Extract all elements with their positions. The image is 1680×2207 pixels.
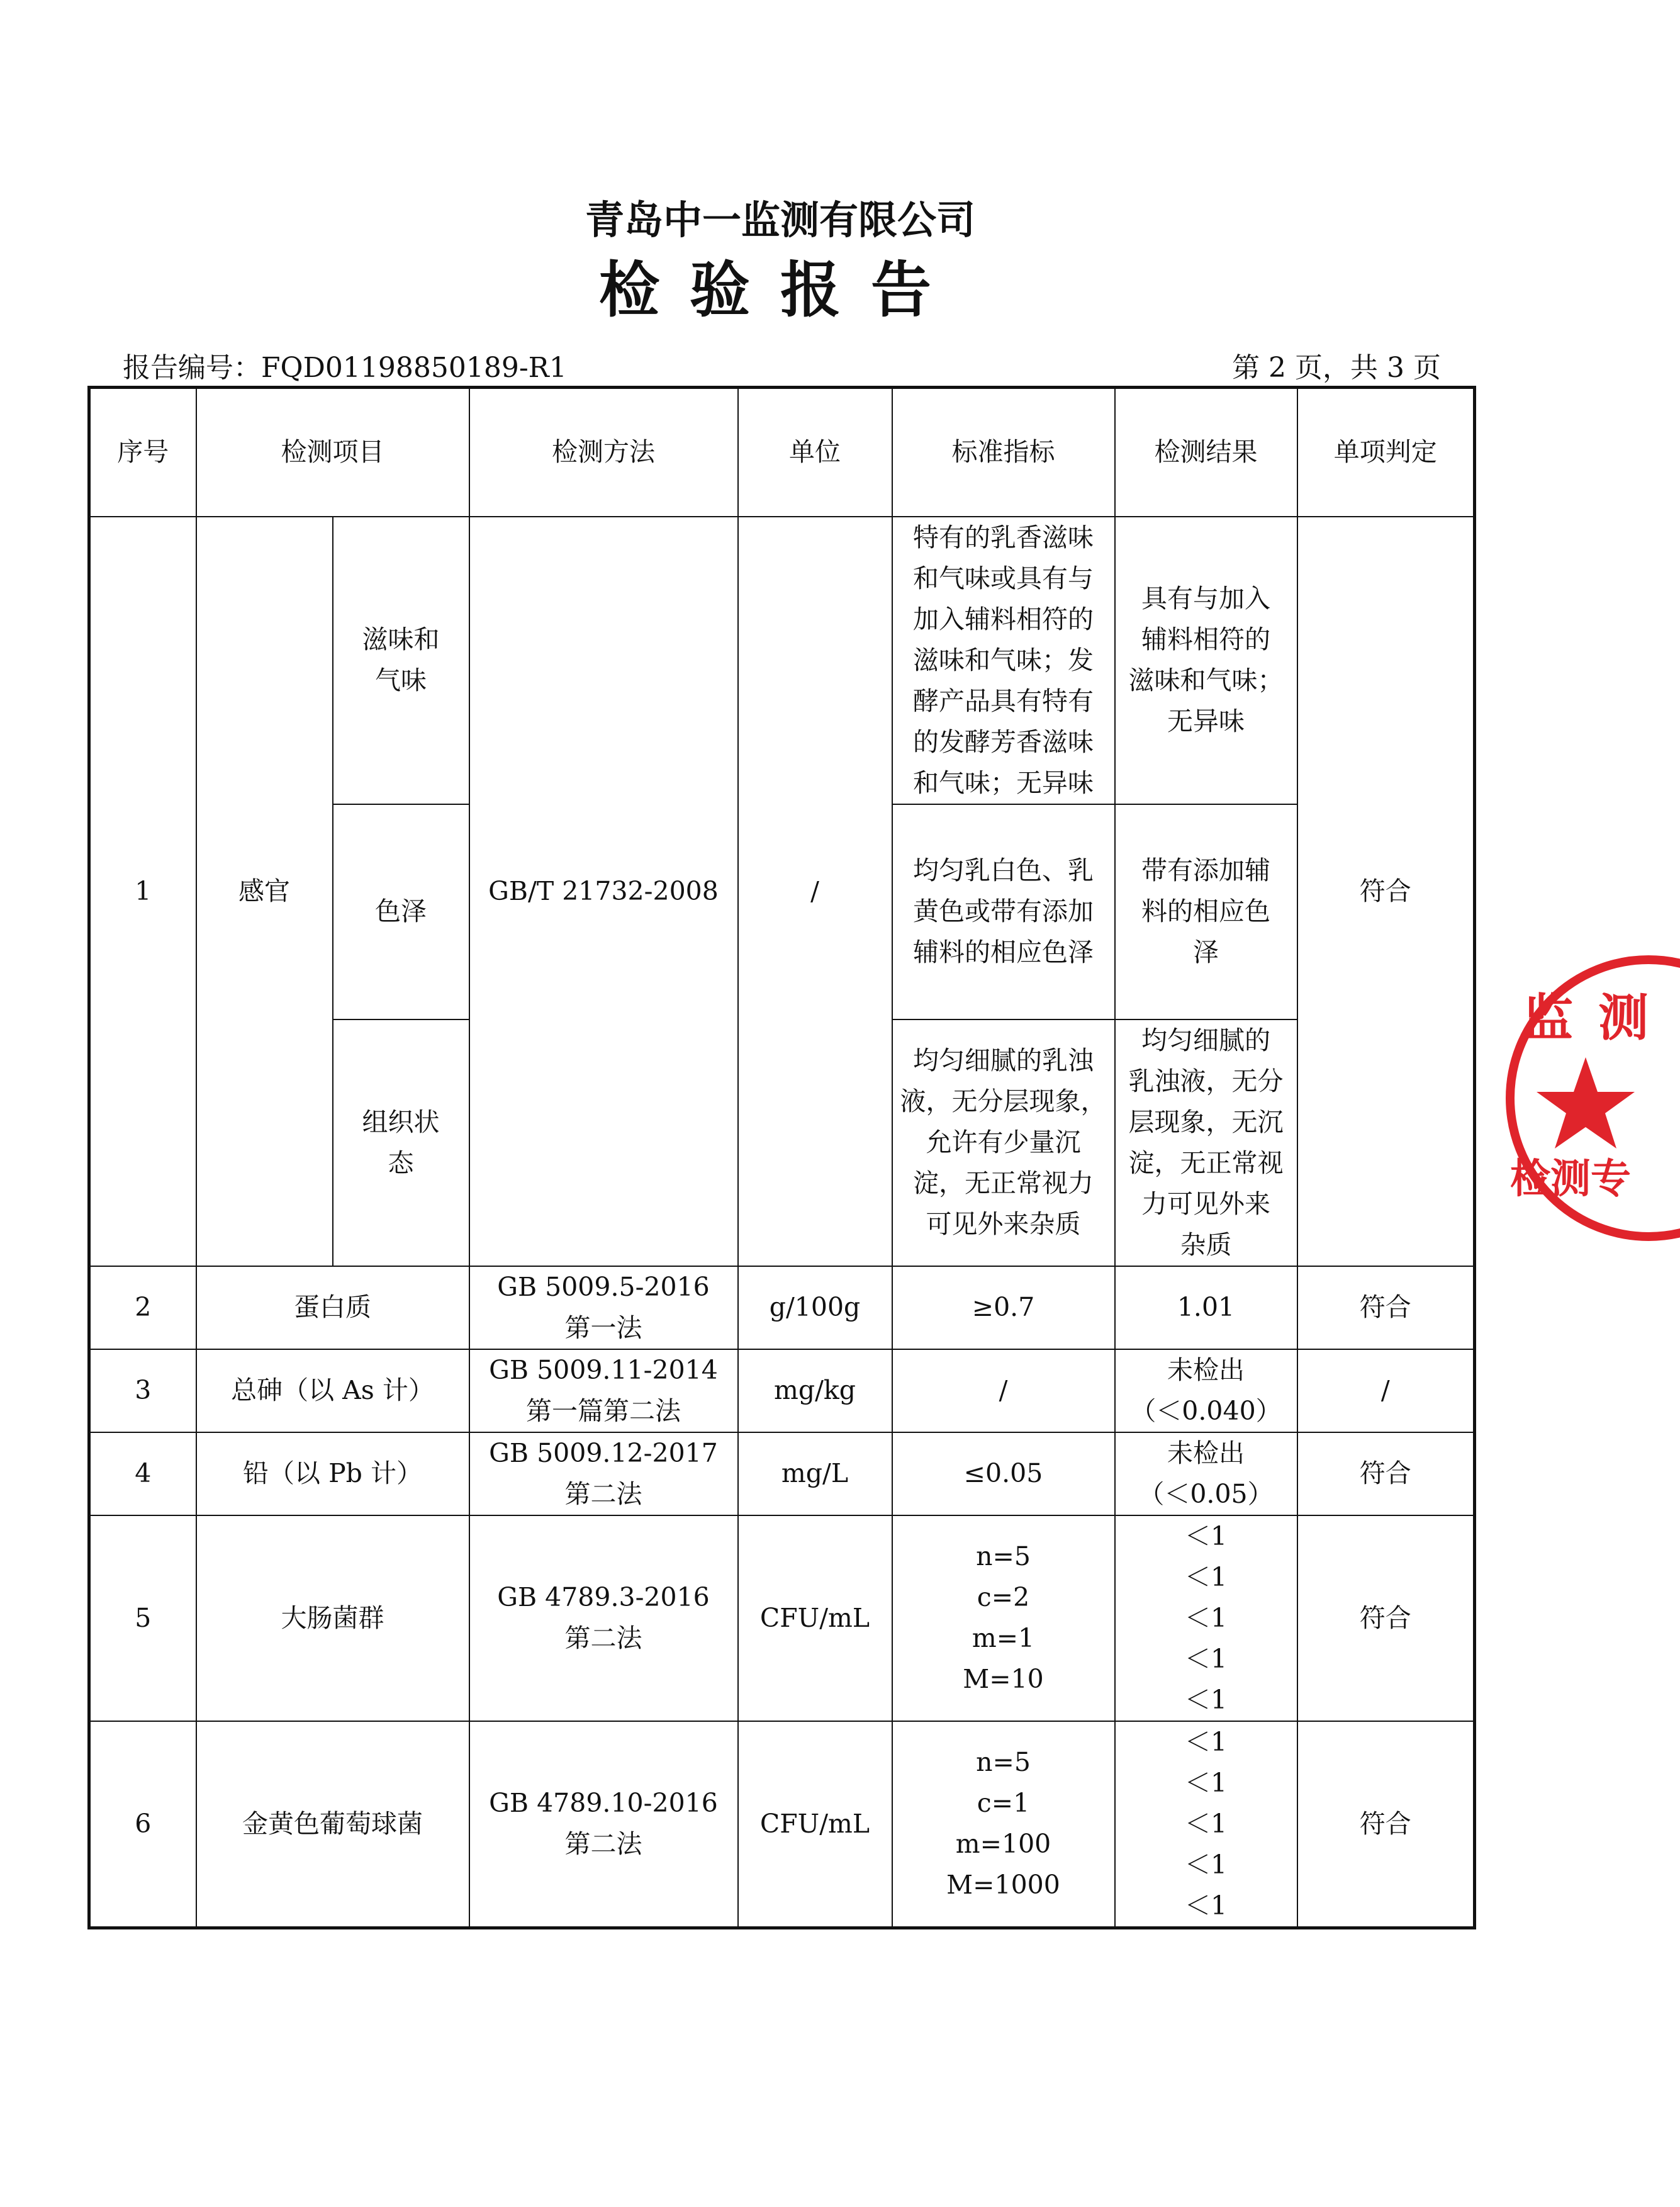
cell-line: 1.01 <box>1177 1292 1235 1322</box>
sub-item-result <box>1115 1019 1297 1266</box>
header-row <box>89 388 1475 517</box>
cell-line: n=5 <box>976 1541 1031 1571</box>
cell-line: GB 5009.11-2014 <box>489 1354 718 1385</box>
row-item: 蛋白质 <box>196 1266 469 1349</box>
cell-line: 第二法 <box>564 1829 642 1859</box>
row-no: 2 <box>89 1266 196 1349</box>
row-unit: g/100g <box>738 1266 892 1349</box>
page-info: 第 2 页，共 3 页 <box>1232 352 1441 384</box>
cell-line: 第一篇第二法 <box>526 1395 681 1426</box>
cell-line: ＜1 <box>1184 1684 1228 1715</box>
cell-line: ＜1 <box>1184 1561 1228 1592</box>
row-unit: / <box>738 517 892 1266</box>
cell-line: 液，无分层现象， <box>900 1086 1107 1116</box>
row-standard <box>892 1349 1115 1432</box>
cell-line: 淀，无正常视 <box>1128 1147 1284 1178</box>
cell-line: 杂质 <box>1180 1229 1232 1260</box>
row-no: 4 <box>89 1432 196 1515</box>
row-verdict: / <box>1297 1349 1475 1432</box>
inspection-table <box>87 386 1476 1929</box>
row-no: 5 <box>89 1515 196 1721</box>
row-result <box>1115 1721 1297 1928</box>
table-row <box>89 1721 1475 1928</box>
cell-line: 均匀细腻的 <box>1141 1025 1270 1055</box>
cell-line: 黄色或带有添加 <box>913 896 1094 926</box>
row-unit: mg/kg <box>738 1349 892 1432</box>
cell-line: 具有与加入 <box>1141 583 1270 614</box>
table-row <box>89 1349 1475 1432</box>
row-method <box>469 1432 738 1515</box>
cell-line: GB 4789.10-2016 <box>489 1788 718 1818</box>
row-unit: CFU/mL <box>738 1515 892 1721</box>
header-standard: 标准指标 <box>892 388 1115 517</box>
row-method <box>469 1721 738 1928</box>
cell-line: ＜1 <box>1184 1808 1228 1839</box>
cell-line: M=1000 <box>946 1870 1060 1900</box>
sub-item-result <box>1115 804 1297 1019</box>
cell-line: ＜1 <box>1184 1890 1228 1921</box>
cell-line: 酵产品具有特有 <box>913 685 1094 716</box>
row-result <box>1115 1432 1297 1515</box>
row-verdict: 符合 <box>1297 517 1475 1266</box>
cell-line: 加入辅料相符的 <box>913 604 1094 634</box>
seal-bottom-text: 检测专 <box>1510 1156 1631 1203</box>
row-no: 6 <box>89 1721 196 1928</box>
cell-line: m=1 <box>972 1623 1035 1653</box>
row-verdict: 符合 <box>1297 1515 1475 1721</box>
report-title: 检验报告 <box>599 255 961 325</box>
cell-line: M=10 <box>963 1664 1044 1694</box>
row-unit: mg/L <box>738 1432 892 1515</box>
sub-item-result <box>1115 517 1297 804</box>
cell-line: 的发酵芳香滋味 <box>913 726 1094 757</box>
cell-line: （＜0.040） <box>1130 1395 1282 1426</box>
table-row <box>89 517 1475 804</box>
cell-line: 辅料的相应色泽 <box>913 937 1094 967</box>
cell-line: 组织状 <box>362 1106 440 1137</box>
header-result: 检测结果 <box>1115 388 1297 517</box>
cell-line: 辅料相符的 <box>1141 624 1270 654</box>
row-verdict: 符合 <box>1297 1432 1475 1515</box>
sub-item-standard <box>892 517 1115 804</box>
cell-line: 第一法 <box>564 1312 642 1343</box>
cell-line: 特有的乳香滋味 <box>913 522 1094 553</box>
cell-line: 态 <box>388 1147 414 1178</box>
cell-line: 未检出 <box>1167 1354 1245 1385</box>
cell-line: ＜1 <box>1184 1520 1228 1551</box>
header-verdict: 单项判定 <box>1297 388 1475 517</box>
cell-line: ＜1 <box>1184 1602 1228 1633</box>
cell-line: 滋味和气味； <box>1128 665 1284 695</box>
table-row <box>89 1266 1475 1349</box>
header-item: 检测项目 <box>196 388 469 517</box>
cell-line: ＜1 <box>1184 1726 1228 1757</box>
cell-line: / <box>999 1375 1008 1405</box>
cell-line: 和气味；无异味 <box>913 767 1094 798</box>
row-method <box>469 1266 738 1349</box>
table-row <box>89 1432 1475 1515</box>
row-verdict: 符合 <box>1297 1266 1475 1349</box>
row-item: 铅（以 Pb 计） <box>196 1432 469 1515</box>
cell-line: 滋味和 <box>362 624 440 654</box>
row-result <box>1115 1515 1297 1721</box>
cell-line: GB 5009.5-2016 <box>497 1271 710 1302</box>
cell-line: 淀，无正常视力 <box>913 1168 1094 1198</box>
sub-item-name <box>333 517 469 804</box>
cell-line: （＜0.05） <box>1138 1478 1274 1509</box>
star-icon <box>1537 1057 1635 1148</box>
row-standard <box>892 1515 1115 1721</box>
cell-line: m=100 <box>955 1829 1051 1859</box>
cell-line: 乳浊液，无分 <box>1128 1065 1284 1096</box>
sub-item-name <box>333 804 469 1019</box>
row-item: 感官 <box>196 517 333 1266</box>
header-no: 序号 <box>89 388 196 517</box>
sub-item-name <box>333 1019 469 1266</box>
row-standard <box>892 1432 1115 1515</box>
row-result <box>1115 1266 1297 1349</box>
row-item: 金黄色葡萄球菌 <box>196 1721 469 1928</box>
row-standard <box>892 1721 1115 1928</box>
cell-line: c=1 <box>977 1788 1030 1818</box>
table-row <box>89 1515 1475 1721</box>
cell-line: 可见外来杂质 <box>926 1209 1081 1239</box>
cell-line: 力可见外来 <box>1141 1188 1270 1219</box>
cell-line: 均匀细腻的乳浊 <box>913 1045 1094 1075</box>
cell-line: ＜1 <box>1184 1849 1228 1880</box>
sub-item-standard <box>892 1019 1115 1266</box>
cell-line: 未检出 <box>1167 1437 1245 1468</box>
cell-line: 均匀乳白色、乳 <box>913 855 1094 885</box>
cell-line: GB 5009.12-2017 <box>489 1437 718 1468</box>
header-method: 检测方法 <box>469 388 738 517</box>
row-method: GB/T 21732-2008 <box>469 517 738 1266</box>
seal-stamp <box>1491 941 1680 1255</box>
row-verdict: 符合 <box>1297 1721 1475 1928</box>
cell-line: GB 4789.3-2016 <box>497 1582 710 1612</box>
row-result <box>1115 1349 1297 1432</box>
cell-line: 无异味 <box>1167 706 1245 736</box>
cell-line: n=5 <box>976 1747 1031 1777</box>
row-method <box>469 1515 738 1721</box>
report-number: 报告编号：FQD01198850189-R1 <box>123 352 567 384</box>
cell-line: 层现象，无沉 <box>1128 1106 1284 1137</box>
cell-line: 气味 <box>375 665 427 695</box>
cell-line: ≤0.05 <box>963 1458 1043 1488</box>
row-item: 总砷（以 As 计） <box>196 1349 469 1432</box>
cell-line: 滋味和气味；发 <box>913 644 1094 675</box>
header-unit: 单位 <box>738 388 892 517</box>
company-name: 青岛中一监测有限公司 <box>585 197 975 243</box>
cell-line: c=2 <box>977 1582 1030 1612</box>
cell-line: 第二法 <box>564 1478 642 1509</box>
row-standard <box>892 1266 1115 1349</box>
row-item: 大肠菌群 <box>196 1515 469 1721</box>
cell-line: 色泽 <box>375 896 427 926</box>
cell-line: 和气味或具有与 <box>913 563 1094 593</box>
row-no: 3 <box>89 1349 196 1432</box>
seal-top-text: 监测 <box>1523 989 1674 1047</box>
cell-line: 料的相应色 <box>1141 896 1270 926</box>
cell-line: 第二法 <box>564 1623 642 1653</box>
cell-line: 带有添加辅 <box>1141 855 1270 885</box>
cell-line: 泽 <box>1193 937 1219 967</box>
sub-item-standard <box>892 804 1115 1019</box>
row-no: 1 <box>89 517 196 1266</box>
cell-line: ＜1 <box>1184 1767 1228 1798</box>
cell-line: 允许有少量沉 <box>926 1127 1081 1157</box>
row-method <box>469 1349 738 1432</box>
cell-line: ＜1 <box>1184 1643 1228 1674</box>
cell-line: ≥0.7 <box>972 1292 1035 1322</box>
row-unit: CFU/mL <box>738 1721 892 1928</box>
